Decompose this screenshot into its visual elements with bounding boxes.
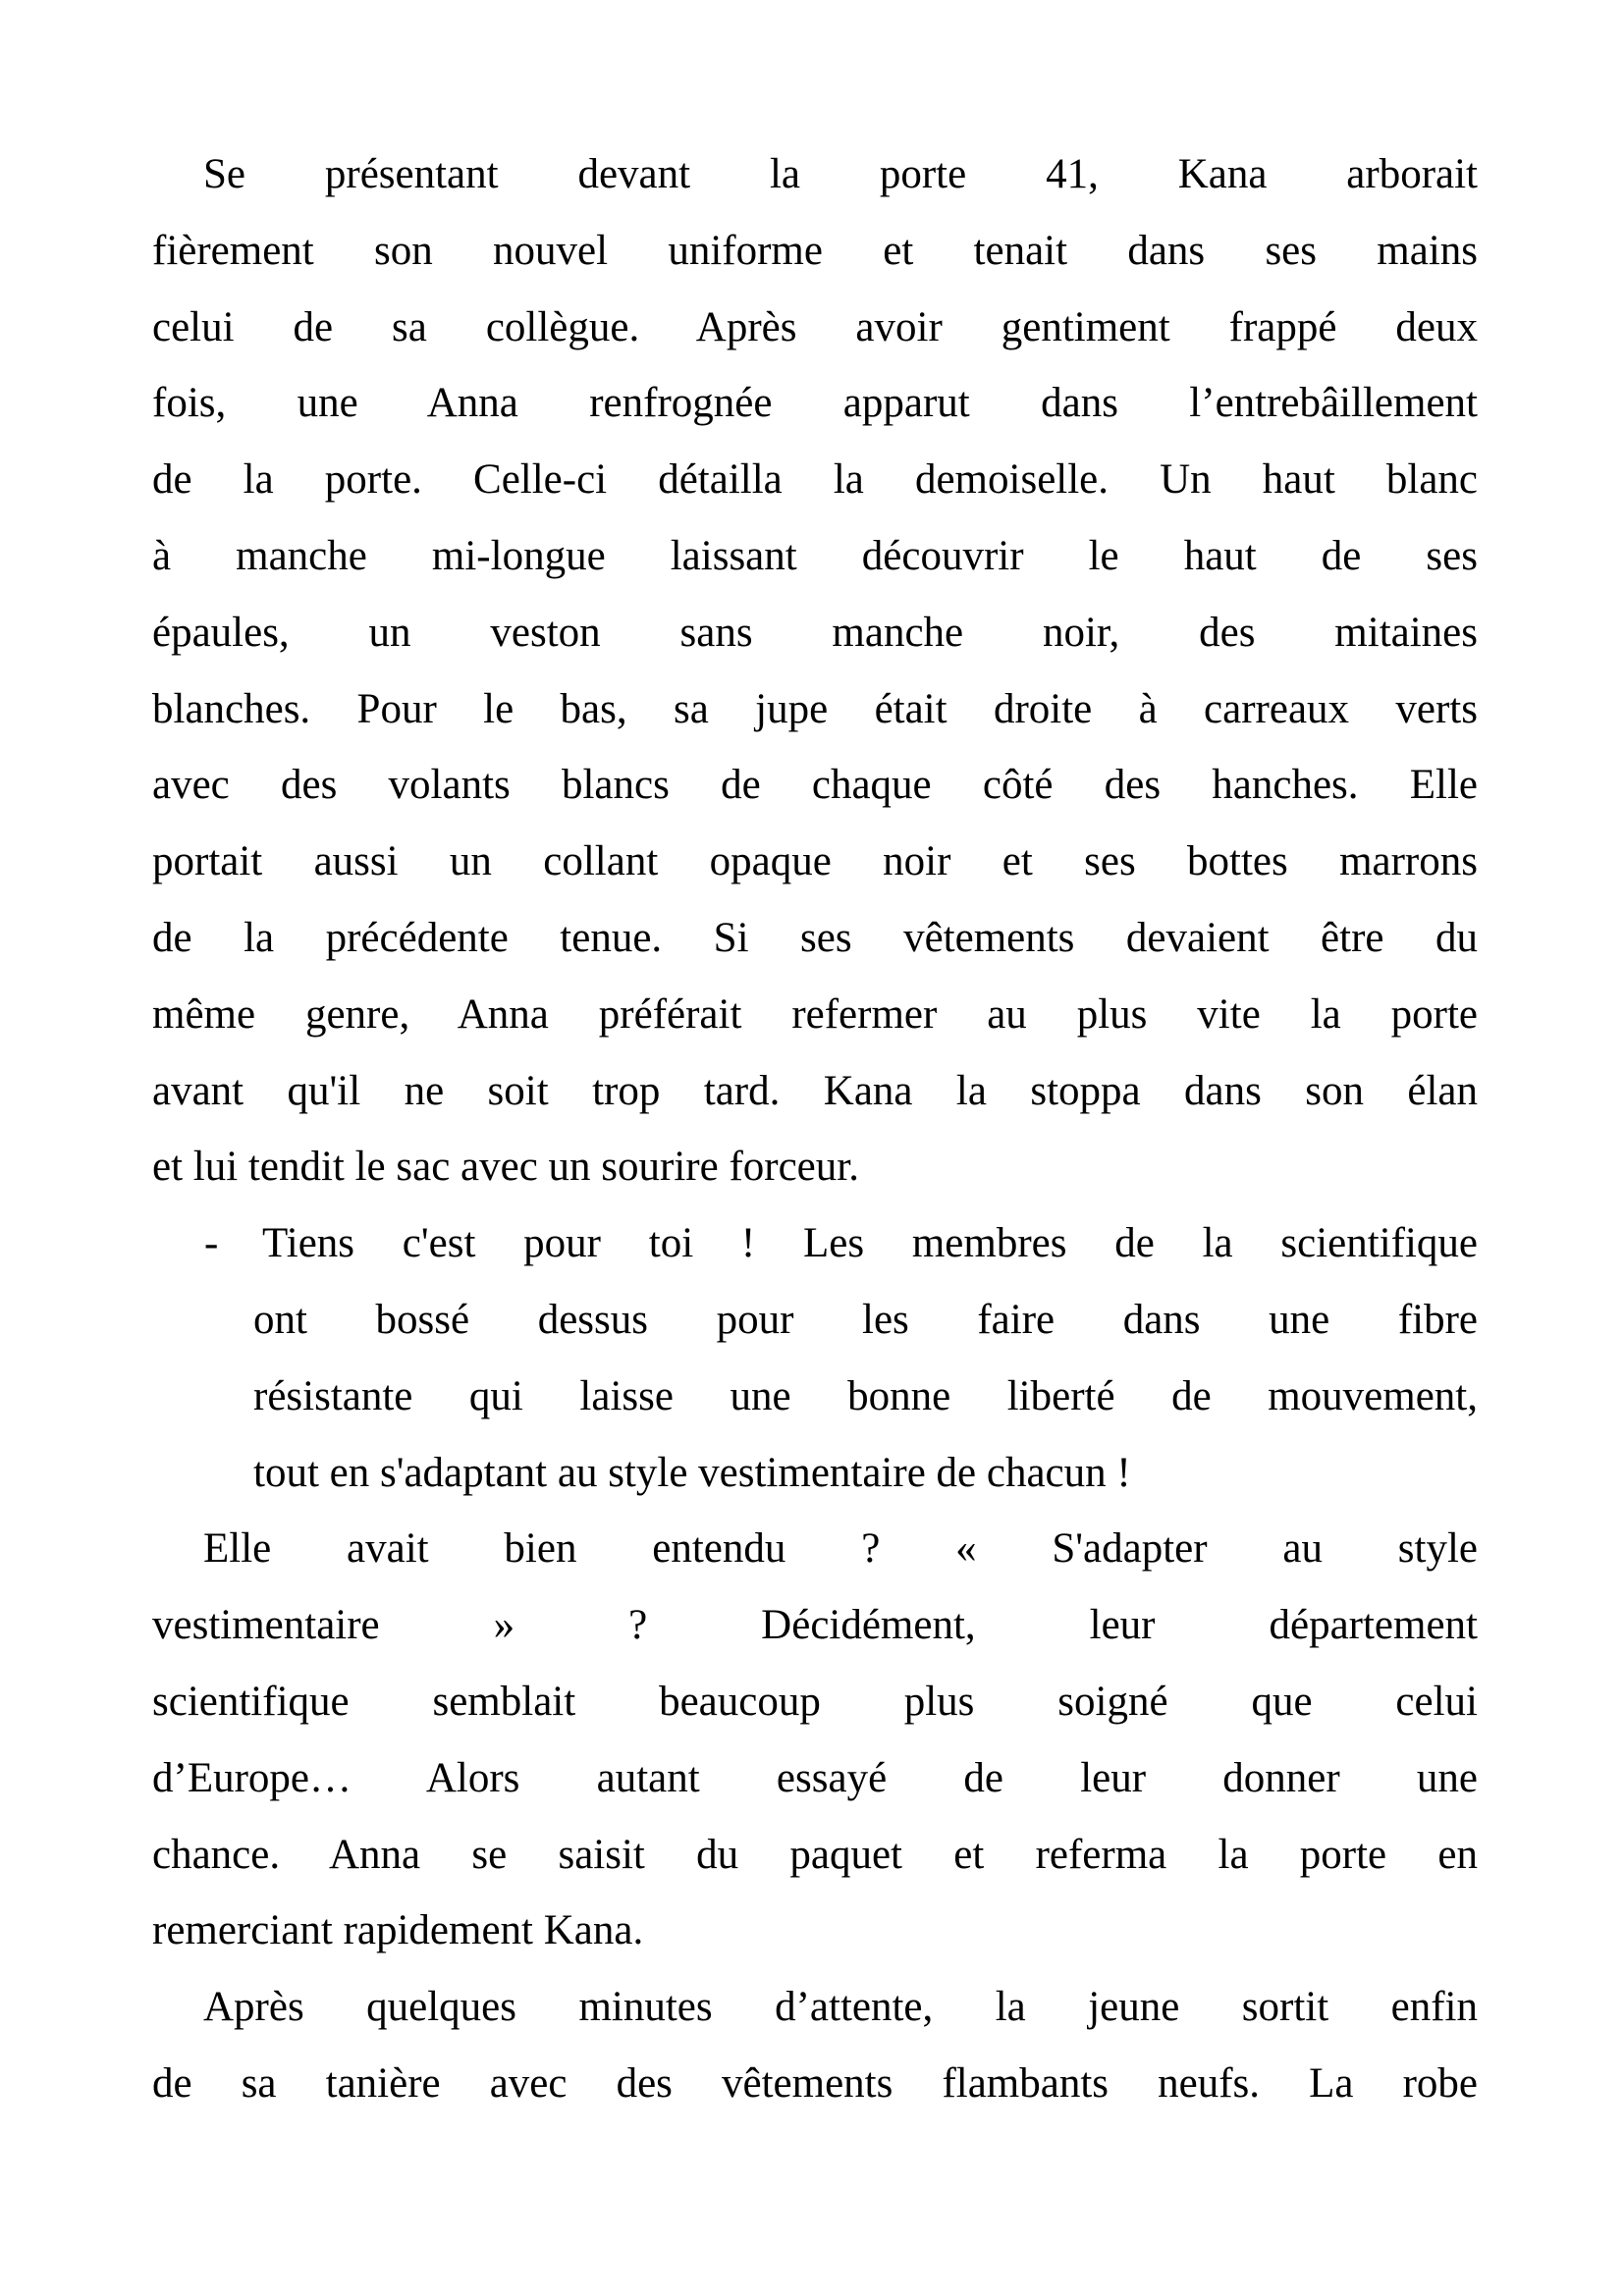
- text-line: [152, 1740, 1478, 1817]
- paragraph-4: [152, 1969, 1478, 2122]
- text-line: [152, 1893, 1478, 1969]
- text-line: [152, 1129, 1478, 1205]
- text-line: [152, 1587, 1478, 1664]
- text-line-content: Elle avait bien entendu ? « S'adapter au style: [203, 1525, 1478, 1573]
- text-line: [152, 1969, 1478, 2046]
- text-line-content: celui de sa collègue. Après avoir gentiment frappé deux: [152, 303, 1478, 350]
- text-line: [152, 824, 1478, 900]
- text-block: [152, 136, 1478, 2122]
- text-line: [152, 518, 1478, 595]
- text-line: [204, 1205, 1478, 1282]
- text-line: [152, 1664, 1478, 1740]
- text-line: [152, 136, 1478, 213]
- text-line-content: tout en s'adaptant au style vestimentaire de chacun !: [253, 1449, 1131, 1496]
- text-line: [253, 1435, 1478, 1512]
- text-line-content: fois, une Anna renfrognée apparut dans l’entrebâillement: [152, 380, 1478, 427]
- text-line-content: Après quelques minutes d’attente, la jeune sortit enfin: [203, 1984, 1478, 2031]
- text-line: [152, 1053, 1478, 1130]
- text-line-content: ont bossé dessus pour les faire dans une fibre: [253, 1296, 1478, 1343]
- text-line-content: chance. Anna se saisit du paquet et referma la porte en: [152, 1831, 1478, 1878]
- text-line: [152, 365, 1478, 442]
- text-line: [152, 1817, 1478, 1894]
- paragraph-1: [152, 136, 1478, 1205]
- text-line-content: Tiens c'est pour toi ! Les membres de la scientifique: [262, 1220, 1478, 1267]
- text-line-content: portait aussi un collant opaque noir et ses bottes marrons: [152, 838, 1478, 885]
- text-line-content: résistante qui laisse une bonne liberté de mouvement,: [253, 1372, 1478, 1419]
- text-line: [152, 442, 1478, 518]
- text-line-content: épaules, un veston sans manche noir, des mitaines: [152, 609, 1478, 656]
- text-line-content: même genre, Anna préférait refermer au plus vite la porte: [152, 990, 1478, 1038]
- text-line: [152, 595, 1478, 671]
- text-line: [253, 1282, 1478, 1359]
- text-line: [152, 2046, 1478, 2122]
- text-line-content: de la précédente tenue. Si ses vêtements devaient être du: [152, 914, 1478, 961]
- text-line-content: vestimentaire » ? Décidément, leur département: [152, 1602, 1478, 1649]
- text-line-content: avant qu'il ne soit trop tard. Kana la stoppa dans son élan: [152, 1067, 1478, 1114]
- text-line-content: d’Europe… Alors autant essayé de leur donner une: [152, 1754, 1478, 1801]
- text-line-content: de la porte. Celle-ci détailla la demoiselle. Un haut blanc: [152, 456, 1478, 504]
- text-line-content: fièrement son nouvel uniforme et tenait dans ses mains: [152, 227, 1478, 274]
- text-line-content: remerciant rapidement Kana.: [152, 1907, 644, 1954]
- text-line-content: et lui tendit le sac avec un sourire forceur.: [152, 1144, 859, 1191]
- paragraph-3: [152, 1511, 1478, 1969]
- text-line-content: de sa tanière avec des vêtements flambants neufs. La robe: [152, 2059, 1478, 2107]
- paragraph-2-dialogue: [152, 1205, 1478, 1511]
- text-line: [253, 1359, 1478, 1435]
- text-line-content: avec des volants blancs de chaque côté des hanches. Elle: [152, 762, 1478, 809]
- text-line-content: scientifique semblait beaucoup plus soigné que celui: [152, 1678, 1478, 1725]
- text-line-content: blanches. Pour le bas, sa jupe était droite à carreaux verts: [152, 685, 1478, 732]
- text-line-content: Se présentant devant la porte 41, Kana arborait: [203, 151, 1478, 197]
- text-line: [152, 213, 1478, 290]
- text-line: [152, 290, 1478, 366]
- dialogue-dash: -: [204, 1220, 219, 1267]
- text-line: [152, 671, 1478, 748]
- text-line-content: à manche mi-longue laissant découvrir le haut de ses: [152, 532, 1478, 579]
- text-line: [152, 977, 1478, 1053]
- text-line: [152, 900, 1478, 977]
- text-line: [152, 747, 1478, 824]
- text-line: [152, 1511, 1478, 1587]
